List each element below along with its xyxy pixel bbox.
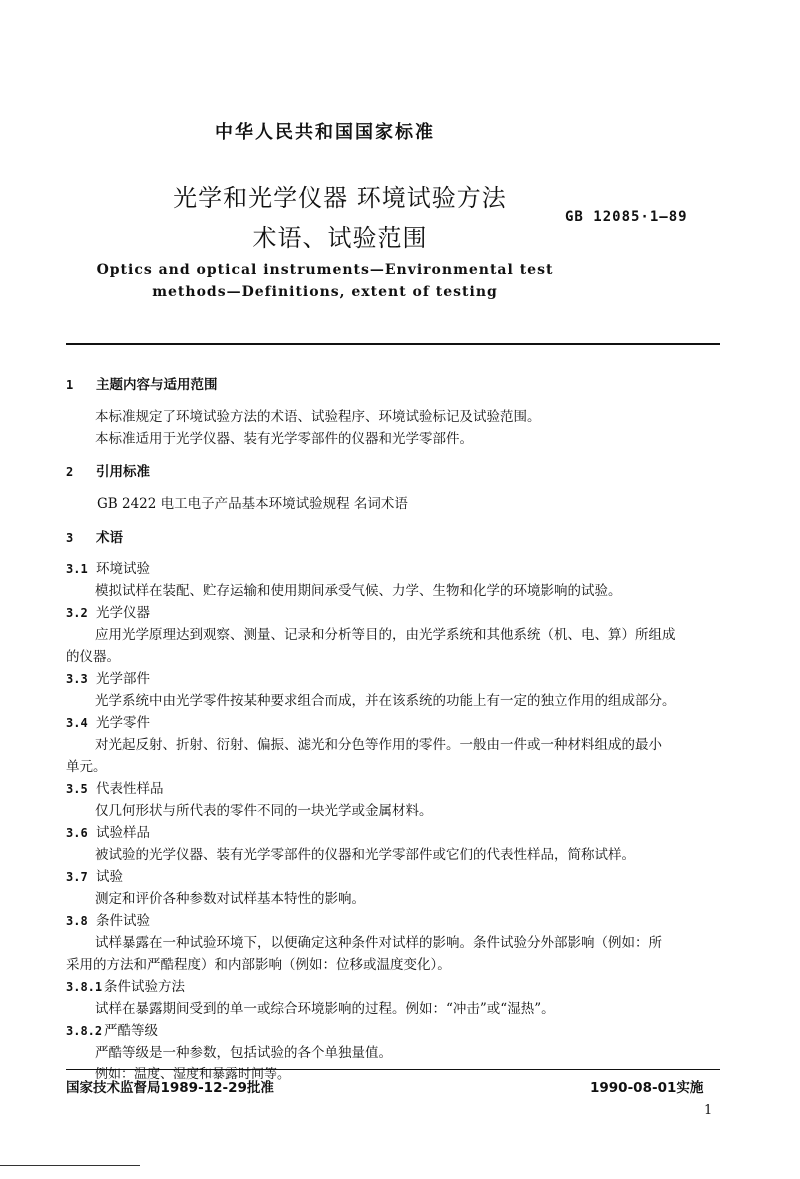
standard-number: GB 12085·1—89 bbox=[565, 209, 688, 225]
subsection-number: 3.8 bbox=[66, 914, 88, 928]
definition: 测定和评价各种参数对试样基本特性的影响。 bbox=[95, 891, 365, 907]
section-title: 主题内容与适用范围 bbox=[96, 377, 218, 393]
section-2-heading bbox=[66, 460, 150, 480]
subsection-3-8-2-heading bbox=[66, 1019, 158, 1039]
definition: 仅几何形状与所代表的零件不同的一块光学或金属材料。 bbox=[95, 803, 433, 819]
definition: 模拟试样在装配、贮存运输和使用期间承受气候、力学、生物和化学的环境影响的试验。 bbox=[95, 583, 622, 599]
section-number: 2 bbox=[66, 465, 74, 479]
subsection-number: 3.4 bbox=[66, 716, 88, 730]
page-number: 1 bbox=[704, 1103, 713, 1118]
definition-continued: 的仪器。 bbox=[66, 649, 120, 665]
subsection-number: 3.8.2 bbox=[66, 1024, 103, 1038]
section-title: 引用标准 bbox=[96, 464, 150, 480]
definition: 对光起反射、折射、衍射、偏振、滤光和分色等作用的零件。一般由一件或一种材料组成的最小 bbox=[95, 737, 662, 753]
term: 条件试验 bbox=[96, 913, 150, 929]
subsection-3-3-heading bbox=[66, 667, 150, 687]
term: 光学部件 bbox=[96, 671, 150, 687]
subsection-3-2-heading bbox=[66, 601, 150, 621]
term: 试验 bbox=[96, 869, 123, 885]
reference-standard: GB 2422 电工电子产品基本环境试验规程 名词术语 bbox=[97, 496, 408, 512]
term: 环境试验 bbox=[96, 561, 150, 577]
term: 光学仪器 bbox=[96, 605, 150, 621]
term: 试验样品 bbox=[96, 825, 150, 841]
english-title-line2: methods—Definitions, extent of testing bbox=[152, 284, 498, 300]
document-title-line1: 光学和光学仪器 环境试验方法 bbox=[173, 184, 507, 212]
footer-rule bbox=[66, 1069, 720, 1070]
section-1-heading bbox=[66, 373, 218, 393]
subsection-3-8-heading bbox=[66, 909, 150, 929]
subsection-3-6-heading bbox=[66, 821, 150, 841]
definition: 严酷等级是一种参数，包括试验的各个单独量值。 bbox=[95, 1045, 392, 1061]
term: 严酷等级 bbox=[104, 1023, 158, 1039]
definition: 应用光学原理达到观察、测量、记录和分析等目的，由光学系统和其他系统（机、电、算）所组成 bbox=[95, 627, 676, 643]
definition: 光学系统中由光学零件按某种要求组合而成，并在该系统的功能上有一定的独立作用的组成部分。 bbox=[95, 693, 676, 709]
subsection-3-7-heading bbox=[66, 865, 123, 885]
subsection-number: 3.6 bbox=[66, 826, 88, 840]
definition: 试样在暴露期间受到的单一或综合环境影响的过程。例如：“冲击”或“湿热”。 bbox=[95, 1001, 555, 1017]
section-number: 1 bbox=[66, 378, 74, 392]
definition-example: 例如：温度、湿度和暴露时间等。 bbox=[95, 1067, 291, 1082]
subsection-number: 3.8.1 bbox=[66, 980, 103, 994]
subsection-3-5-heading bbox=[66, 777, 164, 797]
implementation-date: 1990-08-01实施 bbox=[590, 1080, 704, 1096]
english-title-line1: Optics and optical instruments—Environmental test bbox=[96, 262, 554, 278]
national-standard-heading: 中华人民共和国国家标准 bbox=[215, 122, 435, 143]
subsection-3-4-heading bbox=[66, 711, 150, 731]
definition: 试样暴露在一种试验环境下，以便确定这种条件对试样的影响。条件试验分外部影响（例如：所 bbox=[95, 935, 662, 951]
subsection-number: 3.7 bbox=[66, 870, 88, 884]
subsection-number: 3.3 bbox=[66, 672, 88, 686]
section-3-heading bbox=[66, 526, 123, 546]
section-number: 3 bbox=[66, 531, 74, 545]
subsection-number: 3.2 bbox=[66, 606, 88, 620]
definition-continued: 采用的方法和严酷程度）和内部影响（例如：位移或温度变化）。 bbox=[66, 957, 451, 973]
document-title-line2: 术语、试验范围 bbox=[252, 224, 428, 252]
term: 光学零件 bbox=[96, 715, 150, 731]
paragraph: 本标准规定了环境试验方法的术语、试验程序、环境试验标记及试验范围。 bbox=[95, 409, 541, 425]
subsection-number: 3.5 bbox=[66, 782, 88, 796]
definition: 被试验的光学仪器、装有光学零部件的仪器和光学零部件或它们的代表性样品，简称试样。 bbox=[95, 847, 635, 863]
paragraph: 本标准适用于光学仪器、装有光学零部件的仪器和光学零部件。 bbox=[95, 431, 473, 447]
approval-note: 国家技术监督局1989-12-29批准 bbox=[66, 1080, 274, 1096]
page-edge-line bbox=[0, 1165, 140, 1166]
subsection-3-8-1-heading bbox=[66, 975, 185, 995]
section-title: 术语 bbox=[96, 530, 123, 546]
subsection-number: 3.1 bbox=[66, 562, 88, 576]
header-rule bbox=[66, 343, 720, 345]
term: 代表性样品 bbox=[96, 781, 164, 797]
definition-continued: 单元。 bbox=[66, 759, 107, 775]
subsection-3-1-heading bbox=[66, 557, 150, 577]
term: 条件试验方法 bbox=[104, 979, 185, 995]
